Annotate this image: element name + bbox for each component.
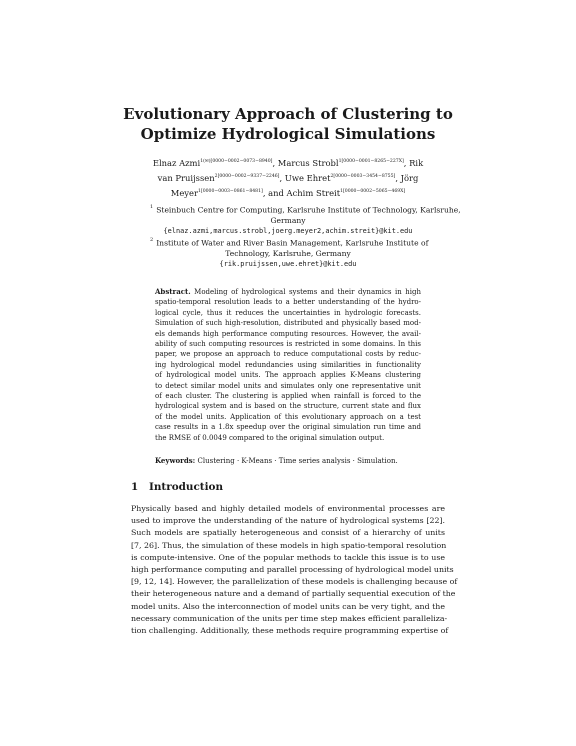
abstract-line: paper, we propose an approach to reduce computational costs by reduc- bbox=[155, 350, 421, 359]
author-list bbox=[108, 155, 468, 200]
title-line-2: Optimize Hydrological Simulations bbox=[140, 125, 436, 143]
author-name: , Jörg bbox=[395, 173, 419, 183]
body-line: [7, 26]. Thus, the simulation of these models in high spatio-temporal resolution bbox=[131, 540, 447, 550]
abstract-line: to detect similar model units and simulates only one representative unit bbox=[155, 381, 421, 390]
section-heading bbox=[131, 481, 223, 493]
section-number: 1 bbox=[131, 481, 139, 493]
abstract-line: case results in a 1.8x speedup over the original simulation run time and bbox=[155, 423, 421, 432]
body-line: tion challenging. Additionally, these methods require programming expertise of bbox=[131, 626, 449, 636]
abstract-line: logical cycle, thus it reduces the uncertainties in hydrologic forecasts. bbox=[155, 308, 421, 317]
author-name: , Rik bbox=[403, 158, 424, 168]
section-title: Introduction bbox=[149, 481, 223, 493]
author-name: , and Achim Streit bbox=[262, 188, 341, 198]
affiliation-1-email[interactable]: {elnaz.azmi,marcus.strobl,joerg.meyer2,achim.streit}@kit.edu bbox=[163, 226, 413, 235]
author-line-1 bbox=[108, 155, 468, 170]
author-orcid: 1[0000−0002−5065−469X] bbox=[340, 189, 406, 194]
introduction-text bbox=[131, 503, 458, 637]
body-line: Physically based and highly detailed models of environmental processes are bbox=[131, 504, 445, 513]
abstract-line: the RMSE of 0.0049 compared to the original simulation output. bbox=[155, 433, 385, 442]
affiliation-1-line-1: $^1$ Steinbuch Centre for Computing, Karlsruhe Institute of Technology, Karlsruhe, bbox=[150, 204, 461, 215]
abstract-line: Simulation of such high-resolution, distributed and physically based mod- bbox=[155, 319, 421, 328]
author-name: , Marcus Strobl bbox=[272, 158, 339, 168]
affiliation-2-line-2: Technology, Karlsruhe, Germany bbox=[225, 248, 351, 258]
paper-title bbox=[100, 104, 476, 144]
affiliation-number: 2 bbox=[150, 237, 154, 244]
affiliation-2-line-1: $^2$ Institute of Water and River Basin Management, Karlsruhe Institute of bbox=[150, 237, 429, 248]
affiliation-1-line-2: Germany bbox=[270, 215, 306, 225]
author-orcid: 1[0000−0001−8265−227X] bbox=[338, 159, 404, 164]
abstract-line: spatio-temporal resolution leads to a better understanding of the hydro- bbox=[155, 298, 421, 307]
author-name: Elnaz Azmi bbox=[152, 158, 201, 168]
body-line: is compute-intensive. One of the popular methods to tackle this issue is to use bbox=[131, 552, 445, 562]
keywords bbox=[155, 456, 425, 466]
keywords-label: Keywords: bbox=[155, 456, 196, 465]
abstract bbox=[155, 287, 421, 443]
body-line: used to improve the understanding of the nature of hydrological systems [22]. bbox=[131, 516, 445, 526]
author-orcid: 2[0000−0002−9337−2246] bbox=[214, 174, 280, 179]
body-line: their heterogeneous nature and a demand of partially sequential execution of the bbox=[131, 589, 456, 599]
author-orcid: 1(✉)[0000−0002−0073−8940] bbox=[200, 159, 273, 164]
author-orcid: 2[0000−0003−3454−8755] bbox=[330, 174, 396, 179]
author-name: van Pruijssen bbox=[157, 173, 215, 183]
abstract-line: ability of such computing resources is restricted in some domains. In this bbox=[155, 340, 421, 349]
affiliation-2-email[interactable]: {rik.pruijssen,uwe.ehret}@kit.edu bbox=[219, 260, 357, 269]
abstract-line: of each cluster. The clustering is applied when rainfall is forced to the bbox=[155, 392, 421, 401]
affiliations bbox=[150, 203, 461, 269]
abstract-line: of the model units. Application of this evolutionary approach on a test bbox=[155, 412, 421, 421]
author-name: Meyer bbox=[170, 188, 198, 198]
abstract-label: Abstract. bbox=[155, 287, 191, 296]
abstract-line: of hydrological model units. The approach applies K-Means clustering bbox=[155, 371, 421, 380]
body-line: model units. Also the interconnection of model units can be very tight, and the bbox=[131, 601, 445, 611]
abstract-line: ing hydrological model redundancies using similarities in functionality bbox=[155, 360, 421, 369]
body-line: high performance computing and parallel processing of hydrological model units bbox=[131, 565, 454, 575]
title-line-1: Evolutionary Approach of Clustering to bbox=[123, 105, 453, 123]
keywords-text: Clustering · K-Means · Time series analysis · Simulation. bbox=[197, 457, 398, 465]
body-line: [9, 12, 14]. However, the parallelization of these models is challenging because of bbox=[131, 577, 458, 587]
affiliation-number: 1 bbox=[150, 204, 154, 210]
body-line: Such models are spatially heterogeneous and consist of a hierarchy of units bbox=[131, 528, 445, 538]
body-line: necessary communication of the units per time step makes efficient paralleliza- bbox=[131, 613, 448, 623]
author-name: , Uwe Ehret bbox=[279, 173, 331, 183]
author-line-2 bbox=[108, 170, 468, 185]
author-line-3 bbox=[108, 185, 468, 200]
abstract-line: els demands high performance computing resources. However, the avail- bbox=[155, 329, 421, 338]
abstract-line: hydrological system and is based on the structure, current state and flux bbox=[155, 402, 421, 411]
author-orcid: 1[0000−0003−0861−8481] bbox=[197, 189, 263, 194]
abstract-line: Abstract. Modeling of hydrological systems and their dynamics in high bbox=[155, 287, 421, 296]
